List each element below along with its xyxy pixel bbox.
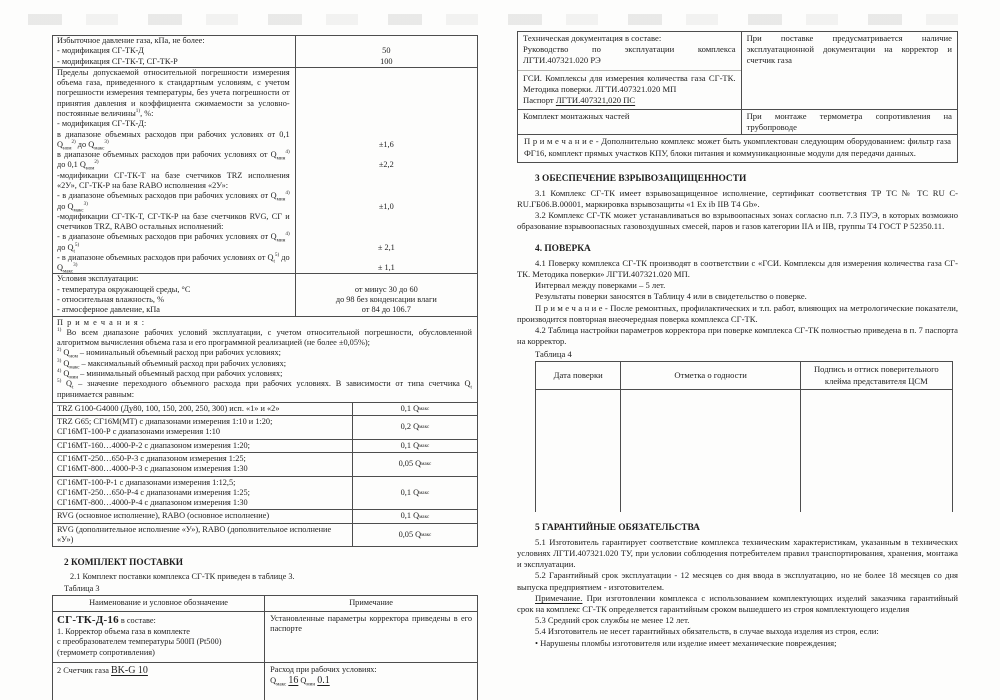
empty-cell <box>800 390 952 512</box>
column-header: Дата поверки <box>553 369 603 380</box>
table-row <box>53 46 477 56</box>
section-2-paragraph: 2.1 Комплект поставки комплекса СГ-ТК приведен в таблице 3. <box>70 571 295 581</box>
table-3-header <box>53 596 477 611</box>
table-row <box>53 119 477 129</box>
qt-value-cell: 0,2 Q макс <box>352 416 477 439</box>
docs-table <box>517 31 958 163</box>
spec-name-cell: - в диапазоне объемных расходов при рабочих условиях от $Q_{мин}^{4)}$ до $Q_t^{5)}$ <box>57 231 290 255</box>
meter-type-cell: СГ16МТ-100-Р-1 с диапазонами измерения 1:12,5; СГ16МТ-250…650-Р-4 с диапазонами измерения 1:25; СГ16МТ-800…4000-Р-4 с диапазоном измерения 1:30 <box>57 477 250 508</box>
meter-type-cell: RVG (дополнительное исполнение «У»), RABO (дополнительное исполнение «У») <box>57 524 332 544</box>
table-row <box>53 68 477 119</box>
meter-type-cell: СГ16МТ-160…4000-Р-2 с диапазоном измерения 1:20; <box>57 440 250 450</box>
spec-name-cell: - модификация СГ-ТК-Д: <box>57 119 147 129</box>
spec-value-cell: 100 <box>295 57 477 67</box>
spec-name-cell: в диапазоне объемных расходов при рабочих условиях от 0,1 $Q_{ном}^{2)}$ до $Q_{макс}^{3)}$ <box>57 129 290 152</box>
footnotes <box>53 316 477 402</box>
column-header: Примечание <box>264 596 477 610</box>
spec-name-cell: Пределы допускаемой относительной погрешности измерения объема газа, приведенного к стандартным условиям, с учетом погрешности измерения температуры, без учета погрешности от принятия давления и коэффициента сжимаемости за условно-постоянные величины$^{1)}$, %: <box>57 67 290 118</box>
footnote: $^{2)}$ $Q_{ном}$ – номинальный объемный расход при рабочих условиях; <box>57 347 281 361</box>
column-header: Подпись и оттиск поверительного клейма представителя ЦСМ <box>800 362 952 388</box>
table-3-body <box>53 612 477 700</box>
docs-list-cell <box>518 32 741 109</box>
left-page <box>52 35 478 700</box>
spec-value-cell <box>295 36 477 46</box>
table-4-caption: Таблица 4 <box>535 349 572 360</box>
qt-value-cell: 0,1 Q макс <box>352 440 477 452</box>
table-row <box>53 212 477 233</box>
paragraph: Результаты поверки заносятся в Таблицу 4 или в свидетельство о поверке. <box>535 291 807 302</box>
paragraph: 3.1 Комплекс СГ-ТК имеет взрывозащищенное исполнение, сертификат соответствия ТР ТС № ТС RU С-RU.ГБ06.В.00001, маркировка взрывозащиты «1 Ex ib IIB T4 Gb». <box>517 187 958 210</box>
footnotes-list <box>57 328 472 400</box>
paragraph: 5.3 Средний срок службы не менее 12 лет. <box>535 615 690 626</box>
section-3 <box>517 173 958 233</box>
pressure-block <box>53 36 477 67</box>
table-3 <box>52 595 478 699</box>
qt-value-cell: 0,1 Q макс <box>352 403 477 415</box>
mounting-note-cell: При монтаже термометра сопротивления на трубопроводе <box>741 110 957 134</box>
mounting-parts-cell: Комплект монтажных частей <box>523 111 630 122</box>
spec-name-cell: -модификации СГ-ТК-Т на базе счетчиков TRZ исполнения «2У», СГ-ТК-Р на базе RABO исполнения «2У»: <box>57 170 290 190</box>
scan-artifact <box>28 14 973 25</box>
table-row <box>53 253 477 274</box>
table-4-header <box>535 361 953 389</box>
table-row <box>53 285 477 295</box>
section-2-heading: 2 КОМПЛЕКТ ПОСТАВКИ <box>64 558 184 569</box>
footnote: $^{4)}$ $Q_{мин}$ – минимальный объемный расход при рабочих условиях; <box>57 368 283 381</box>
qt-value-cell: 0,05 Q макс <box>352 524 477 547</box>
table-row <box>53 403 477 415</box>
item-note-cell: Расход при рабочих условиях: $Q_{макс}$ 16 $Q_{мин}$ 0.1 <box>264 663 477 700</box>
meter-type-cell: RVG (основное исполнение), RABO (основное исполнение) <box>57 511 270 521</box>
docs-note-cell: При поставке предусматривается наличие эксплуатационной документации на корректор и счетчик газа <box>741 32 957 109</box>
spec-value-cell: ±1,6 <box>295 130 477 151</box>
item-name-cell: 2 Счетчик газа BK-G 10 <box>57 665 148 677</box>
table-row <box>53 452 477 476</box>
table-row <box>53 232 477 253</box>
table-row <box>53 130 477 151</box>
spec-value-cell: от 84 до 106.7 <box>295 305 477 315</box>
item-name-cell: СГ-ТК-Д-16 в составе: 1. Корректор объема газа в комплекте с преобразователем температуры 500П (Pt500) (термометр сопротивления) <box>57 613 222 657</box>
table-row <box>53 662 477 700</box>
footnotes-title: П р и м е ч а н и я : <box>57 317 146 327</box>
paragraph: П р и м е ч а н и е - После ремонтных, профилактических и т.п. работ, влияющих на метрологические показатели, производится повторная внеочередная поверка комплекса СГ-ТК. <box>517 302 958 324</box>
table-row <box>53 36 477 46</box>
table-row <box>53 150 477 171</box>
paragraph: Примечание. При изготовлении комплекса с использованием комплектующих изделий заказчика гарантийный срок на комплекс СГ-ТК определяется гарантийным сроком вышедшего из строя комплектующего изделия <box>517 592 958 614</box>
accuracy-block <box>53 67 477 274</box>
spec-table <box>52 35 478 547</box>
paragraph: 5.2 Гарантийный срок эксплуатации - 12 месяцев со дня ввода в эксплуатацию, но не более 18 месяцев со дня выпуска предприятием - изготовителем. <box>517 570 958 592</box>
paragraph: • Нарушены пломбы изготовителя или изделие имеет механические повреждения; <box>535 637 837 648</box>
table-row <box>53 439 477 452</box>
spec-name-cell: - атмосферное давление, кПа <box>57 305 160 315</box>
table-4-empty-body <box>535 390 953 512</box>
qt-value-cell: 0,1 Q макс <box>352 510 477 522</box>
spec-name-cell: - температура окружающей среды, °С <box>57 284 191 294</box>
table-row <box>53 57 477 67</box>
docs-table-note: П р и м е ч а н и е - Дополнительно комплекс может быть укомплектован следующим оборудованием: фильтр газа ФГ16, комплект прямых участков КПУ, блоки питания и коммуникационные модули для передачи данных. <box>518 134 957 161</box>
paragraph: Интервал между поверками – 5 лет. <box>535 280 666 291</box>
table-row <box>53 191 477 212</box>
section-4 <box>517 243 958 512</box>
meter-type-cell: TRZ G100-G4000 (Ду80, 100, 150, 200, 250, 300) исп. «1» и «2» <box>57 403 280 413</box>
footnote: $^{5)}$ $Q_t$ – значение переходного объемного расхода при рабочих условиях. В зависимости от типа счетчика $Q_t$ принимается равным: <box>57 378 472 399</box>
qt-value-cell: 0,05 Q макс <box>352 453 477 476</box>
paragraph: 3.2 Комплекс СГ-ТК может устанавливаться во взрывоопасных зонах согласно п.п. 7.3 ПУЭ, в которых возможно образование взрывоопасных газовоздушных смесей, паров и газов категории IIА и IIВ, группы Т4 ГОСТ Р 52350.11. <box>517 210 958 232</box>
spec-name-cell: - модификация СГ-ТК-Д <box>57 46 144 56</box>
column-header: Наименование и условное обозначение <box>89 598 228 608</box>
section-3-heading: 3 ОБЕСПЕЧЕНИЕ ВЗРЫВОЗАЩИЩЕННОСТИ <box>535 173 747 184</box>
meter-type-cell: СГ16МТ-250…650-Р-3 с диапазоном измерения 1:25; СГ16МТ-800…4000-Р-3 с диапазоном измерения 1:30 <box>57 453 248 474</box>
paragraph: 4.2 Таблица настройки параметров корректора при поверке комплекса СГ-ТК полностью приведена в п. 7 паспорта на корректор. <box>517 324 958 347</box>
footnote: $^{3)}$ $Q_{макс}$ – максимальный объемный расход при рабочих условиях; <box>57 357 287 371</box>
spec-value-cell: ± 2,1 <box>295 232 477 253</box>
spec-value-cell: ± 1,1 <box>295 253 477 274</box>
docs-paragraph: ГСИ. Комплексы для измерения количества газа СГ-ТК. Методика поверки. ЛГТИ.407321.020 МП Паспорт ЛГТИ.407321,020 ПС <box>518 70 741 110</box>
spec-name-cell: в диапазоне объемных расходов при рабочих условиях от $Q_{мин}^{4)}$ до 0,1 $Q_{ном}^{2)}$ <box>57 149 290 173</box>
table-row <box>53 171 477 192</box>
section-4-heading: 4. ПОВЕРКА <box>535 243 591 254</box>
qt-table <box>53 402 477 546</box>
table-row <box>53 476 477 510</box>
docs-paragraph: Техническая документация в составе: Руководство по эксплуатации комплекса ЛГТИ.407321.020 РЭ <box>523 33 736 66</box>
paragraph: 5.4 Изготовитель не несет гарантийных обязательств, в случае выхода изделия из строя, если: <box>535 626 879 637</box>
spec-name-cell: Условия эксплуатации: <box>57 274 139 284</box>
table-4 <box>535 361 953 511</box>
table-row <box>53 295 477 305</box>
spec-value-cell <box>295 119 477 129</box>
table-row <box>53 523 477 547</box>
table-row <box>53 415 477 439</box>
table-3-caption: Таблица 3 <box>64 584 100 594</box>
empty-cell <box>620 390 799 512</box>
section-5-heading: 5 ГАРАНТИЙНЫЕ ОБЯЗАТЕЛЬСТВА <box>535 522 700 533</box>
paragraph: 4.1 Поверку комплекса СГ-ТК производят в соответствии с «ГСИ. Комплексы для измерения количества газа СГ-ТК. Методика поверки» ЛГТИ.407321.020 МП. <box>517 257 958 280</box>
section-4-paragraphs <box>517 258 958 347</box>
right-page <box>517 31 958 649</box>
spec-value-cell <box>295 212 477 233</box>
table-row <box>53 305 477 315</box>
spec-value-cell <box>295 274 477 284</box>
spec-value-cell: до 98 без конденсации влаги <box>295 295 477 305</box>
section-5-paragraphs <box>517 537 958 649</box>
spec-name-cell: - относительная влажность, % <box>57 295 164 305</box>
spec-name-cell: Избыточное давление газа, кПа, не более: <box>57 36 205 45</box>
spec-value-cell: 50 <box>295 46 477 56</box>
spec-name-cell: - модификация СГ-ТК-Т, СГ-ТК-Р <box>57 56 178 66</box>
footnote: $^{1)}$ Во всем диапазоне рабочих условий эксплуатации, с учетом относительной погрешности, обусловленной алгоритмом вычисления объема газа и его программной реализацией (не более ±0,05%); <box>57 327 472 348</box>
qt-value-cell: 0,1 Q макс <box>352 477 477 510</box>
meter-type-cell: TRZ G65; СГ16М(МТ) с диапазонами измерения 1:10 и 1:20; СГ16МТ-100-Р с диапазонами измерения 1:10 <box>57 417 273 437</box>
spec-name-cell: - в диапазоне объемных расходов при рабочих условиях от $Q_t^{5)}$ до $Q_{макс}^{3)}$ <box>57 252 290 275</box>
section-3-paragraphs <box>517 188 958 233</box>
spec-value-cell: от минус 30 до 60 <box>295 285 477 295</box>
spec-value-cell <box>295 68 477 119</box>
table-row <box>53 509 477 522</box>
spec-value-cell: ±1,0 <box>295 191 477 212</box>
column-header: Отметка о годности <box>620 362 799 388</box>
spec-value-cell: ±2,2 <box>295 150 477 171</box>
table-row <box>518 109 957 134</box>
paragraph: 5.1 Изготовитель гарантирует соответствие комплекса техническим характеристикам, указанным в технических условиях ЛГТИ.407321.020 ТУ, при условии соблюдения потребителем правил транспортирования, хранения, монтажа и эксплуатации. <box>517 536 958 570</box>
table-row <box>53 612 477 662</box>
operating-conditions-block <box>53 273 477 315</box>
spec-name-cell: -модификации СГ-ТК-Т, СГ-ТК-Р на базе счетчиков RVG, СГ и счетчиков TRZ, RABO остальных исполнений: <box>57 211 290 232</box>
section-5 <box>517 522 958 649</box>
table-row <box>53 274 477 284</box>
item-note-cell: Установленные параметры корректора приведены в его паспорте <box>264 612 477 662</box>
spec-value-cell <box>295 171 477 192</box>
table-row <box>518 32 957 109</box>
empty-cell <box>536 390 620 512</box>
spec-name-cell: - в диапазоне объемных расходов при рабочих условиях от $Q_{мин}^{4)}$ до $Q_{макс}^{3)}$ <box>57 190 290 214</box>
